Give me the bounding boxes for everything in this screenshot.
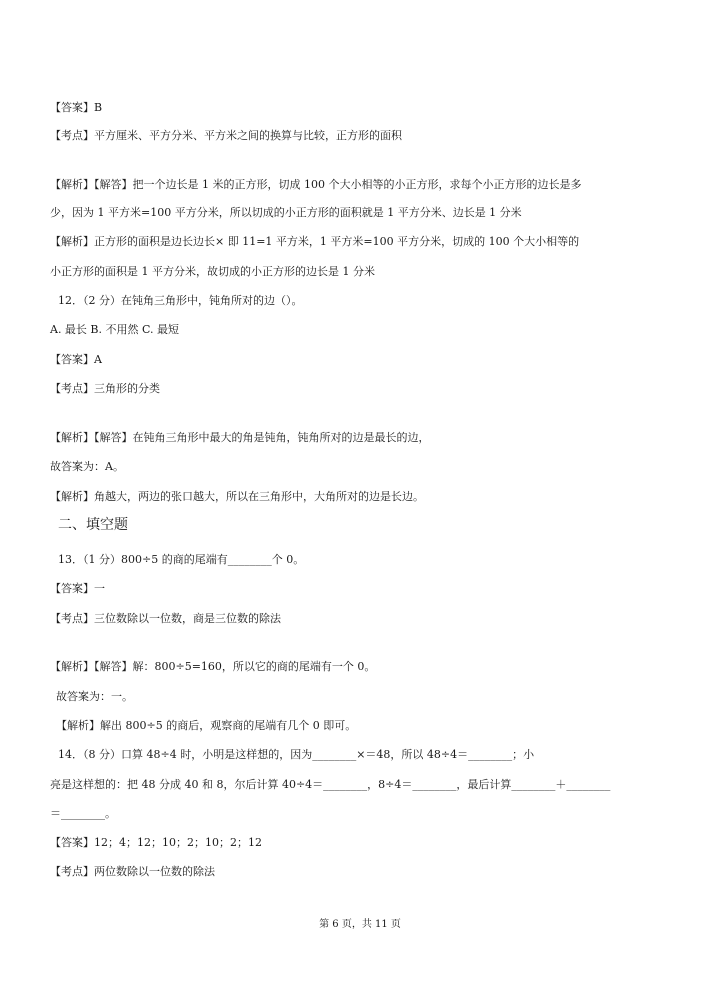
analysis-line: 【解析】角越大，两边的张口越大，所以在三角形中，大角所对的边是长边。 bbox=[50, 490, 424, 503]
question-13: 13．（1 分）800÷5 的商的尾端有________个 0。 bbox=[58, 553, 305, 566]
question-14: ＝________。 bbox=[50, 807, 116, 820]
analysis-line: 【解析】正方形的面积是边长边长× 即 11=1 平方米，1 平方米=100 平方分米，切成的 100 个大小相等的 bbox=[50, 235, 580, 248]
analysis-line: 【解析】【解答】把一个边长是 1 米的正方形，切成 100 个大小相等的小正方形，求每个小正方形的边长是多 bbox=[50, 178, 582, 191]
question-14: 亮是这样想的：把 48 分成 40 和 8，尔后计算 40÷4＝________，8÷4＝________，最后计算________＋________ bbox=[50, 778, 611, 791]
section-heading: 二、填空题 bbox=[58, 517, 128, 533]
answer-line: 【答案】A bbox=[50, 353, 102, 366]
keypoint-line: 【考点】两位数除以一位数的除法 bbox=[50, 865, 215, 878]
analysis-line: 故答案为：A。 bbox=[50, 460, 124, 473]
question-14: 14．（8 分）口算 48÷4 时，小明是这样想的，因为________×＝48，所以 48÷4＝________；小 bbox=[58, 748, 535, 761]
analysis-line: 少，因为 1 平方米=100 平方分米，所以切成的小正方形的面积就是 1 平方分米、边长是 1 分米 bbox=[50, 206, 522, 219]
question-12-options: A. 最长 B. 不用然 C. 最短 bbox=[50, 323, 180, 336]
keypoint-line: 【考点】三角形的分类 bbox=[50, 382, 160, 395]
analysis-line: 小正方形的面积是 1 平方分米，故切成的小正方形的边长是 1 分米 bbox=[50, 265, 375, 278]
analysis-line: 【解析】【解答】在钝角三角形中最大的角是钝角，钝角所对的边是最长的边， bbox=[50, 431, 430, 444]
keypoint-line: 【考点】平方厘米、平方分米、平方米之间的换算与比较，正方形的面积 bbox=[50, 129, 402, 142]
answer-line: 【答案】一 bbox=[50, 582, 105, 595]
answer-line: 【答案】B bbox=[50, 101, 103, 114]
keypoint-line: 【考点】三位数除以一位数，商是三位数的除法 bbox=[50, 612, 281, 625]
answer-line: 【答案】12；4；12；10；2；10；2；12 bbox=[50, 836, 262, 849]
analysis-line: 【解析】解出 800÷5 的商后，观察商的尾端有几个 0 即可。 bbox=[56, 719, 357, 732]
question-12: 12．（2 分）在钝角三角形中，钝角所对的边（）。 bbox=[58, 294, 303, 307]
analysis-line: 故答案为：一。 bbox=[56, 690, 133, 703]
page-footer: 第 6 页，共 11 页 bbox=[319, 919, 401, 930]
analysis-line: 【解析】【解答】解：800÷5=160，所以它的商的尾端有一个 0。 bbox=[50, 660, 376, 673]
